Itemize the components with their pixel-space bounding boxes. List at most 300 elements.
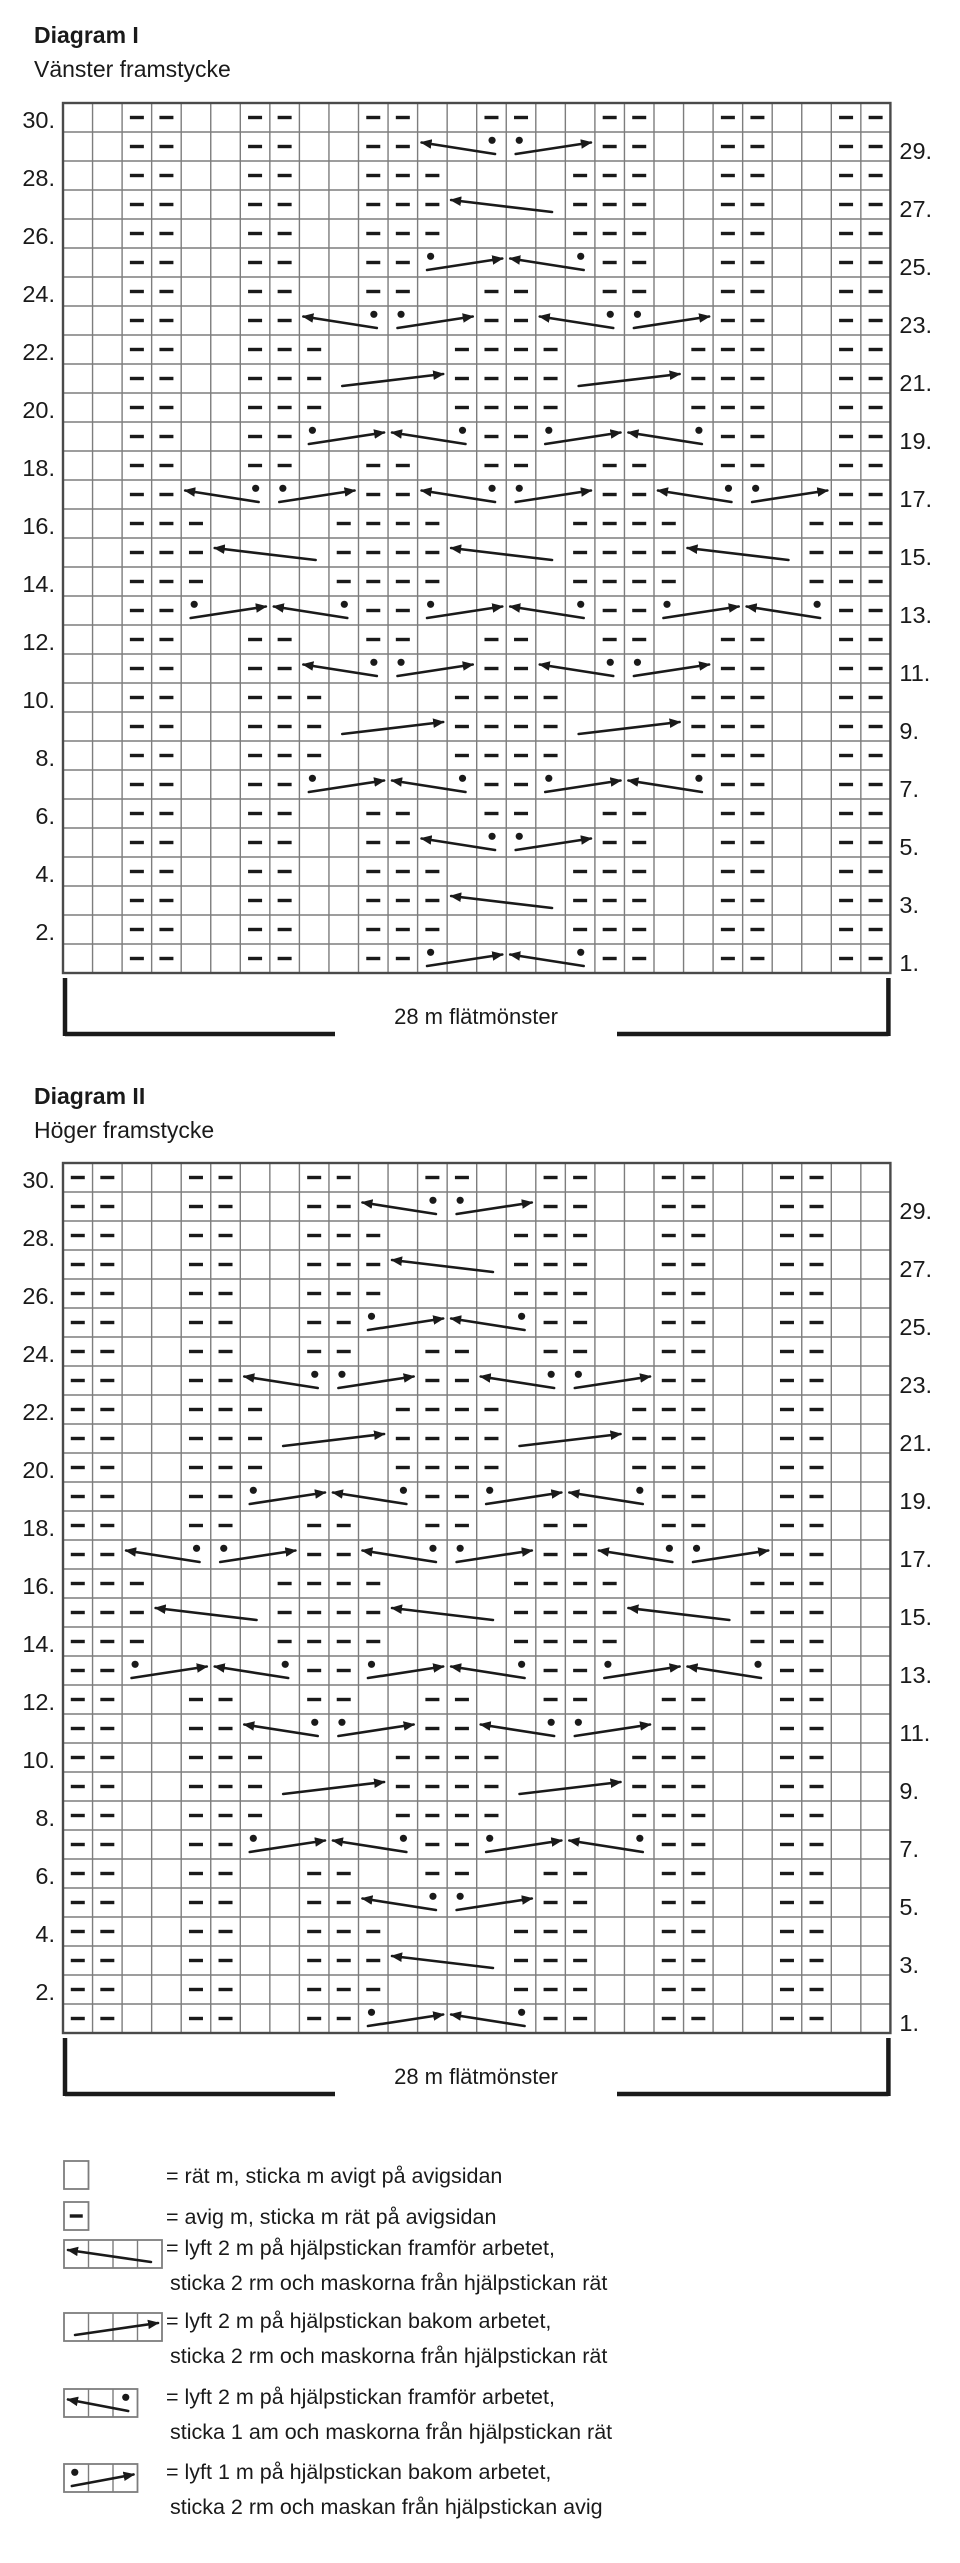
purl-dash <box>248 232 262 235</box>
purl-dash <box>810 1698 824 1701</box>
legend-text-cable3-back-2: sticka 2 rm och maskan från hjälpstickan avig <box>170 2495 603 2519</box>
purl-dash <box>810 1379 824 1382</box>
purl-dash <box>278 841 292 844</box>
purl-dash <box>307 377 321 380</box>
purl-dash <box>337 1176 351 1179</box>
purl-dash <box>484 1466 498 1469</box>
purl-dash <box>100 1785 114 1788</box>
purl-dash <box>130 493 144 496</box>
purl-dash <box>839 493 853 496</box>
purl-dash <box>780 1727 794 1730</box>
cable-3-front-icon <box>422 137 496 154</box>
purl-dash <box>603 232 617 235</box>
purl-dash <box>780 1176 794 1179</box>
purl-dash <box>780 1930 794 1933</box>
cable-3-back-icon <box>575 1719 650 1736</box>
purl-dash <box>189 1524 203 1527</box>
purl-dash <box>71 1669 85 1672</box>
purl-dash <box>219 2017 233 2020</box>
purl-dash <box>130 116 144 119</box>
purl-dash <box>307 1234 321 1237</box>
purl-dash <box>159 841 173 844</box>
cable-3-back-icon <box>752 485 827 502</box>
purl-dash <box>130 348 144 351</box>
purl-dash <box>632 841 646 844</box>
purl-dash <box>189 1959 203 1962</box>
purl-dash <box>100 1466 114 1469</box>
purl-dash <box>573 174 587 177</box>
purl-dash <box>71 2017 85 2020</box>
purl-dash <box>248 899 262 902</box>
purl-dash <box>278 319 292 322</box>
purl-dash <box>514 1959 528 1962</box>
purl-dash <box>307 1669 321 1672</box>
cable-3-front-icon <box>333 1835 407 1852</box>
purl-dash <box>662 522 676 525</box>
purl-dash <box>544 725 558 728</box>
purl-dash <box>130 928 144 931</box>
diagram-2-chart <box>22 1163 932 2096</box>
purl-dash <box>337 1292 351 1295</box>
purl-dash <box>100 1930 114 1933</box>
purl-dash <box>337 1234 351 1237</box>
row-label-left-12: 12. <box>22 1689 55 1715</box>
purl-dash <box>396 580 410 583</box>
row-label-right-3: 3. <box>899 1952 920 1978</box>
purl-dash <box>810 1292 824 1295</box>
row-label-left-28: 28. <box>22 1225 55 1251</box>
purl-dash <box>307 1292 321 1295</box>
purl-dash <box>159 435 173 438</box>
purl-dash <box>307 1582 321 1585</box>
purl-dash <box>189 1205 203 1208</box>
purl-dash <box>425 1408 439 1411</box>
purl-dash <box>484 435 498 438</box>
purl-dash <box>750 290 764 293</box>
row-label-right-9: 9. <box>899 718 920 744</box>
purl-dash <box>455 696 469 699</box>
purl-dash <box>278 899 292 902</box>
purl-dash <box>425 580 439 583</box>
purl-dash <box>662 551 676 554</box>
purl-dash <box>130 290 144 293</box>
purl-dash <box>780 1234 794 1237</box>
purl-dash <box>514 1640 528 1643</box>
purl-dash <box>691 1901 705 1904</box>
purl-dash <box>307 1901 321 1904</box>
row-label-right-27: 27. <box>899 196 933 222</box>
purl-dash <box>219 1843 233 1846</box>
purl-dash <box>544 377 558 380</box>
purl-dash <box>337 1930 351 1933</box>
purl-dash <box>100 1901 114 1904</box>
purl-dash <box>750 174 764 177</box>
purl-dash <box>484 1756 498 1759</box>
purl-dash <box>366 812 380 815</box>
purl-dash <box>780 1901 794 1904</box>
row-label-right-29: 29. <box>899 1198 933 1224</box>
purl-dash <box>839 783 853 786</box>
purl-dash <box>603 609 617 612</box>
cable-3-back-icon <box>250 1487 325 1504</box>
purl-dash <box>750 1582 764 1585</box>
purl-dash <box>721 203 735 206</box>
row-label-right-9: 9. <box>899 1778 920 1804</box>
purl-dash <box>750 899 764 902</box>
row-label-right-3: 3. <box>899 892 920 918</box>
cable-3-front-icon <box>569 1835 643 1852</box>
purl-dash <box>750 116 764 119</box>
row-label-right-25: 25. <box>899 1314 933 1340</box>
purl-dash <box>810 1234 824 1237</box>
row-label-left-28: 28. <box>22 165 55 191</box>
purl-dash <box>544 1350 558 1353</box>
purl-dash <box>721 783 735 786</box>
purl-dash <box>780 1205 794 1208</box>
purl-dash <box>544 406 558 409</box>
cable-4-front-icon <box>156 1608 257 1620</box>
cable-3-back-icon <box>634 311 709 328</box>
cable-3-back-icon <box>309 427 384 444</box>
purl-dash <box>159 609 173 612</box>
row-label-right-25: 25. <box>899 254 933 280</box>
purl-dash <box>100 1756 114 1759</box>
purl-dash <box>691 1292 705 1295</box>
purl-dash <box>219 1379 233 1382</box>
purl-dash <box>307 1176 321 1179</box>
purl-dash <box>278 870 292 873</box>
purl-dash <box>159 667 173 670</box>
diagram-2-title: Diagram II <box>34 1083 146 1109</box>
purl-dash <box>425 1350 439 1353</box>
row-label-right-23: 23. <box>899 1372 933 1398</box>
purl-dash <box>425 1814 439 1817</box>
purl-dash <box>248 1756 262 1759</box>
purl-dash <box>721 725 735 728</box>
purl-dash <box>278 957 292 960</box>
purl-dash <box>189 1234 203 1237</box>
row-label-right-23: 23. <box>899 312 933 338</box>
purl-dash <box>278 1640 292 1643</box>
cable-3-back-icon <box>575 1371 650 1388</box>
purl-dash <box>189 1930 203 1933</box>
purl-dash <box>71 1263 85 1266</box>
row-label-right-15: 15. <box>899 1604 933 1630</box>
purl-dash <box>544 696 558 699</box>
purl-dash <box>248 725 262 728</box>
purl-dash <box>573 1176 587 1179</box>
purl-dash <box>366 203 380 206</box>
purl-dash <box>366 261 380 264</box>
purl-dash <box>810 1524 824 1527</box>
purl-dash <box>278 116 292 119</box>
purl-dash <box>396 812 410 815</box>
purl-dash <box>573 1901 587 1904</box>
cable-3-front-icon <box>451 2009 525 2026</box>
purl-dash <box>573 203 587 206</box>
purl-dash <box>514 725 528 728</box>
purl-dash <box>662 1756 676 1759</box>
row-label-left-8: 8. <box>35 745 55 771</box>
purl-dash <box>750 377 764 380</box>
row-label-left-4: 4. <box>35 1921 55 1947</box>
purl-dash <box>662 1785 676 1788</box>
row-label-right-27: 27. <box>899 1256 933 1282</box>
purl-dash <box>750 870 764 873</box>
purl-dash <box>810 1321 824 1324</box>
purl-dash <box>603 580 617 583</box>
purl-dash <box>278 783 292 786</box>
purl-dash <box>544 1234 558 1237</box>
purl-dash <box>189 1814 203 1817</box>
purl-dash <box>159 116 173 119</box>
purl-dash <box>71 1756 85 1759</box>
cable-3-back-icon <box>250 1835 325 1852</box>
purl-dash <box>514 116 528 119</box>
purl-dash <box>366 1959 380 1962</box>
purl-dash <box>307 1959 321 1962</box>
purl-dash <box>219 1408 233 1411</box>
purl-dash <box>159 899 173 902</box>
purl-dash <box>366 957 380 960</box>
purl-dash <box>366 841 380 844</box>
purl-dash <box>337 1321 351 1324</box>
purl-dash <box>721 145 735 148</box>
purl-dash <box>839 957 853 960</box>
purl-dash <box>100 1669 114 1672</box>
purl-dash <box>130 957 144 960</box>
purl-dash <box>573 580 587 583</box>
purl-dash <box>159 638 173 641</box>
row-label-right-5: 5. <box>899 834 920 860</box>
purl-dash <box>219 1698 233 1701</box>
purl-dash <box>691 1321 705 1324</box>
purl-dash <box>425 1437 439 1440</box>
purl-dash <box>780 1640 794 1643</box>
purl-dash <box>189 1872 203 1875</box>
purl-dash <box>514 290 528 293</box>
purl-dash <box>100 1379 114 1382</box>
purl-dash <box>248 812 262 815</box>
purl-dash <box>366 522 380 525</box>
purl-dash <box>869 667 883 670</box>
legend-text-cable3-front-1: = lyft 2 m på hjälpstickan framför arbetet, <box>166 2385 555 2409</box>
purl-dash <box>100 1408 114 1411</box>
purl-dash <box>839 232 853 235</box>
purl-dash <box>307 1350 321 1353</box>
diagram-1-chart <box>22 103 932 1036</box>
purl-dash <box>869 406 883 409</box>
purl-dash <box>248 406 262 409</box>
cable-3-front-icon <box>363 1545 437 1562</box>
purl-dash <box>100 1872 114 1875</box>
purl-dash <box>71 1727 85 1730</box>
purl-dash <box>691 1930 705 1933</box>
purl-dash <box>810 1263 824 1266</box>
diagram-2-subtitle: Höger framstycke <box>34 1117 215 1143</box>
purl-dash <box>544 1669 558 1672</box>
purl-dash <box>396 841 410 844</box>
purl-dash <box>484 1785 498 1788</box>
purl-dash <box>159 290 173 293</box>
purl-dash <box>307 1205 321 1208</box>
purl-dash <box>691 1524 705 1527</box>
purl-dash <box>130 464 144 467</box>
diagram-1-subtitle: Vänster framstycke <box>34 56 231 82</box>
purl-dash <box>71 1582 85 1585</box>
row-label-left-8: 8. <box>35 1805 55 1831</box>
purl-cell-icon <box>64 2202 89 2230</box>
cable-4-back-icon <box>342 374 443 386</box>
row-label-right-11: 11. <box>899 1720 931 1746</box>
purl-dash <box>130 580 144 583</box>
purl-dash <box>632 1408 646 1411</box>
cable-4-back-icon <box>520 1434 621 1446</box>
purl-dash <box>425 899 439 902</box>
purl-dash <box>839 841 853 844</box>
purl-dash <box>869 841 883 844</box>
purl-dash <box>810 1350 824 1353</box>
purl-dash <box>366 638 380 641</box>
purl-dash <box>573 1582 587 1585</box>
purl-dash <box>869 957 883 960</box>
cable-3-back-icon <box>309 775 384 792</box>
purl-dash <box>810 580 824 583</box>
purl-dash <box>159 522 173 525</box>
cable-3-back-icon <box>457 1545 532 1562</box>
purl-dash <box>691 1785 705 1788</box>
row-label-left-26: 26. <box>22 1283 55 1309</box>
purl-dash <box>425 232 439 235</box>
row-label-left-30: 30. <box>22 1167 55 1193</box>
purl-dash <box>455 1176 469 1179</box>
cable-4-back-icon <box>579 722 680 734</box>
purl-dash <box>632 638 646 641</box>
purl-dash <box>366 928 380 931</box>
cable-3-back-icon <box>634 659 709 676</box>
purl-dash <box>130 232 144 235</box>
purl-dash <box>839 145 853 148</box>
purl-dash <box>278 1611 292 1614</box>
purl-dash <box>189 1785 203 1788</box>
purl-dash <box>130 638 144 641</box>
purl-dash <box>130 522 144 525</box>
purl-dash <box>248 696 262 699</box>
row-label-left-4: 4. <box>35 861 55 887</box>
purl-dash <box>603 116 617 119</box>
purl-dash <box>159 493 173 496</box>
purl-dash <box>219 1930 233 1933</box>
purl-dash <box>603 870 617 873</box>
purl-dash <box>662 580 676 583</box>
purl-dash <box>425 1785 439 1788</box>
purl-dash <box>100 1350 114 1353</box>
purl-dash <box>839 870 853 873</box>
purl-dash <box>71 1292 85 1295</box>
purl-dash <box>278 667 292 670</box>
row-label-left-2: 2. <box>35 1979 55 2005</box>
purl-dash <box>248 754 262 757</box>
legend-text-cable3-back-1: = lyft 1 m på hjälpstickan bakom arbetet, <box>166 2460 552 2484</box>
purl-dash <box>100 1814 114 1817</box>
purl-dash <box>869 870 883 873</box>
purl-dash <box>691 1727 705 1730</box>
purl-dash <box>130 1611 144 1614</box>
purl-dash <box>307 754 321 757</box>
cable-3-front-icon <box>363 1197 437 1214</box>
purl-dash <box>780 1582 794 1585</box>
purl-dash <box>662 1466 676 1469</box>
purl-dash <box>455 1814 469 1817</box>
row-label-right-29: 29. <box>899 138 933 164</box>
purl-dash <box>219 1756 233 1759</box>
purl-dash <box>425 1727 439 1730</box>
cable-3-back-icon <box>132 1661 207 1678</box>
purl-dash <box>810 1553 824 1556</box>
purl-dash <box>219 1437 233 1440</box>
purl-dash <box>455 1872 469 1875</box>
purl-dash <box>573 1553 587 1556</box>
purl-dash <box>484 638 498 641</box>
purl-dash <box>603 174 617 177</box>
purl-dash <box>544 1872 558 1875</box>
purl-dash <box>278 145 292 148</box>
purl-dash <box>691 725 705 728</box>
purl-dash <box>691 1814 705 1817</box>
purl-dash <box>189 1698 203 1701</box>
purl-dash <box>455 1437 469 1440</box>
purl-dash <box>691 2017 705 2020</box>
purl-dash <box>307 725 321 728</box>
purl-dash <box>573 1698 587 1701</box>
purl-dash <box>869 928 883 931</box>
purl-dash <box>514 812 528 815</box>
purl-dash <box>691 1263 705 1266</box>
purl-dash <box>248 377 262 380</box>
purl-dash <box>366 1292 380 1295</box>
row-label-left-2: 2. <box>35 919 55 945</box>
purl-dash <box>396 232 410 235</box>
purl-dash <box>484 696 498 699</box>
cable-3-back-icon <box>397 659 472 676</box>
purl-dash <box>603 145 617 148</box>
purl-dash <box>159 464 173 467</box>
purl-dash <box>248 261 262 264</box>
cable-3-front-icon <box>599 1545 673 1562</box>
purl-dash <box>248 1466 262 1469</box>
cable-3-back-icon <box>191 601 266 618</box>
purl-dash <box>810 1640 824 1643</box>
purl-dash <box>691 1988 705 1991</box>
cable-3-back-icon <box>64 2464 138 2492</box>
purl-dash <box>71 1205 85 1208</box>
purl-dash <box>514 1234 528 1237</box>
purl-dash <box>189 1756 203 1759</box>
row-label-left-14: 14. <box>22 571 55 597</box>
purl-dash <box>189 551 203 554</box>
purl-dash <box>425 1872 439 1875</box>
cable-3-back-icon <box>604 1661 679 1678</box>
cable-4-back-icon <box>283 1782 384 1794</box>
row-label-left-10: 10. <box>22 1747 55 1773</box>
purl-dash <box>396 116 410 119</box>
purl-dash <box>839 290 853 293</box>
purl-dash <box>514 1988 528 1991</box>
purl-dash <box>366 464 380 467</box>
row-label-left-6: 6. <box>35 803 55 829</box>
purl-dash <box>425 174 439 177</box>
purl-dash <box>71 1495 85 1498</box>
